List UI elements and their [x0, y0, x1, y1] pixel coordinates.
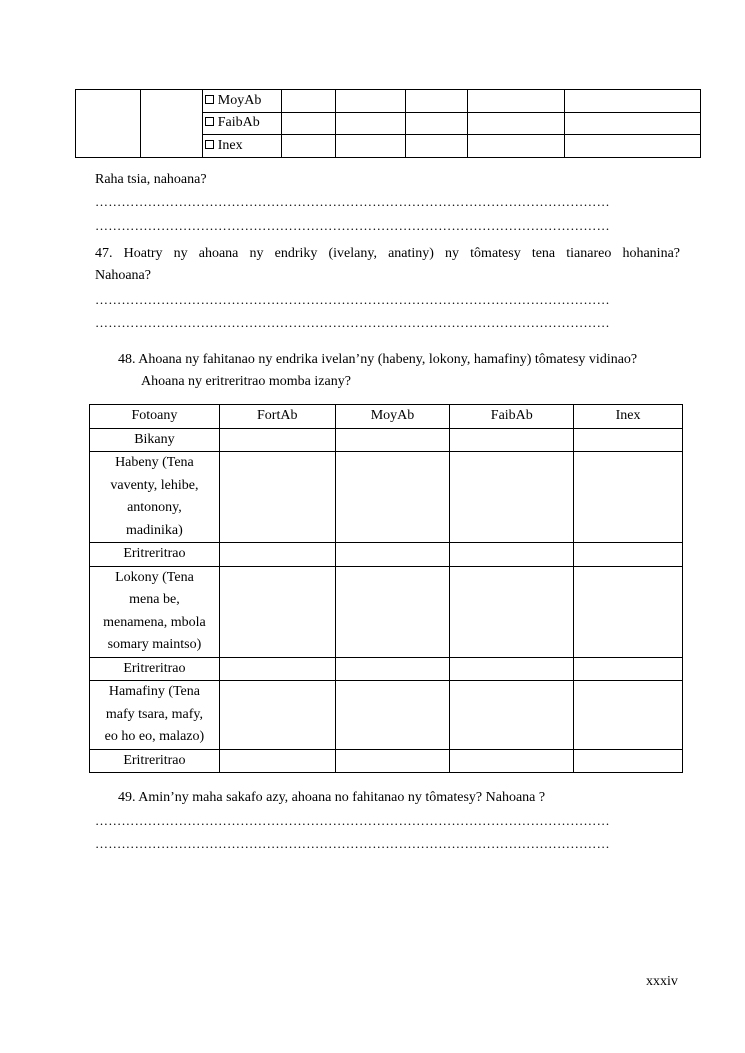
row-label-eritreritrao: Eritreritrao	[90, 657, 220, 681]
answer-line[interactable]: ………………………………………………………………………………………………………	[95, 315, 610, 330]
checkbox-icon[interactable]	[205, 117, 214, 126]
header-moyab: MoyAb	[335, 405, 450, 429]
answer-cell[interactable]	[450, 543, 574, 567]
answer-cell[interactable]	[468, 135, 565, 158]
answer-cell[interactable]	[406, 135, 468, 158]
answer-line[interactable]: ………………………………………………………………………………………………………	[95, 194, 610, 209]
answer-cell[interactable]	[219, 749, 335, 773]
answer-cell[interactable]	[574, 428, 683, 452]
answer-cell[interactable]	[574, 452, 683, 543]
answer-cell[interactable]	[406, 90, 468, 113]
answer-line[interactable]: ………………………………………………………………………………………………………	[95, 836, 610, 851]
row-label-eritreritrao: Eritreritrao	[90, 749, 220, 773]
row-label-bikany: Bikany	[90, 428, 220, 452]
answer-cell[interactable]	[468, 90, 565, 113]
answer-cell[interactable]	[335, 90, 406, 113]
answer-cell[interactable]	[219, 543, 335, 567]
question-47: 47. Hoatry ny ahoana ny endriky (ivelany, anatiny) ny tômatesy tena tianareo hohanina?	[95, 246, 680, 261]
answer-cell[interactable]	[281, 90, 335, 113]
answer-cell[interactable]	[574, 566, 683, 657]
appearance-table	[89, 404, 683, 773]
answer-cell[interactable]	[450, 428, 574, 452]
answer-cell[interactable]	[450, 681, 574, 750]
answer-line[interactable]: ………………………………………………………………………………………………………	[95, 813, 610, 828]
answer-cell[interactable]	[565, 112, 701, 135]
checkbox-icon[interactable]	[205, 140, 214, 149]
answer-cell[interactable]	[281, 135, 335, 158]
answer-cell[interactable]	[335, 749, 450, 773]
answer-cell[interactable]	[468, 112, 565, 135]
answer-cell[interactable]	[574, 681, 683, 750]
question-49: 49. Amin’ny maha sakafo azy, ahoana no fahitanao ny tômatesy? Nahoana ?	[118, 790, 546, 805]
answer-cell[interactable]	[219, 657, 335, 681]
checkbox-option[interactable]: FaibAb	[202, 112, 281, 135]
answer-line[interactable]: ………………………………………………………………………………………………………	[95, 292, 610, 307]
answer-cell[interactable]	[565, 135, 701, 158]
answer-cell[interactable]	[219, 428, 335, 452]
question-47-cont: Nahoana?	[95, 268, 151, 283]
page-number: xxxiv	[646, 974, 678, 989]
row-label-hamafiny: Hamafiny (Tena mafy tsara, mafy, eo ho eo, malazo)	[90, 681, 220, 750]
answer-cell[interactable]	[219, 566, 335, 657]
table-cell	[76, 90, 141, 158]
frequency-table-continued	[75, 89, 701, 158]
checkbox-icon[interactable]	[205, 95, 214, 104]
answer-cell[interactable]	[565, 90, 701, 113]
row-label-lokony: Lokony (Tena mena be, menamena, mbola somary maintso)	[90, 566, 220, 657]
question-48-cont: Ahoana ny eritreritrao momba izany?	[141, 374, 351, 389]
checkbox-option[interactable]: Inex	[202, 135, 281, 158]
answer-cell[interactable]	[335, 135, 406, 158]
header-fotoany: Fotoany	[90, 405, 220, 429]
answer-cell[interactable]	[335, 566, 450, 657]
answer-cell[interactable]	[281, 112, 335, 135]
answer-cell[interactable]	[335, 681, 450, 750]
answer-cell[interactable]	[335, 543, 450, 567]
answer-cell[interactable]	[574, 543, 683, 567]
question-48: 48. Ahoana ny fahitanao ny endrika ivelan’ny (habeny, lokony, hamafiny) tômatesy vidinao?	[118, 352, 638, 367]
answer-cell[interactable]	[335, 657, 450, 681]
answer-cell[interactable]	[450, 749, 574, 773]
answer-cell[interactable]	[574, 657, 683, 681]
answer-line[interactable]: ………………………………………………………………………………………………………	[95, 218, 610, 233]
row-label-eritreritrao: Eritreritrao	[90, 543, 220, 567]
header-faibab: FaibAb	[450, 405, 574, 429]
header-inex: Inex	[574, 405, 683, 429]
answer-cell[interactable]	[450, 657, 574, 681]
answer-cell[interactable]	[335, 428, 450, 452]
checkbox-option[interactable]: MoyAb	[202, 90, 281, 113]
table-cell	[140, 90, 202, 158]
question-raha-tsia: Raha tsia, nahoana?	[95, 172, 207, 187]
row-label-habeny: Habeny (Tena vaventy, lehibe, antonony, madinika)	[90, 452, 220, 543]
answer-cell[interactable]	[219, 681, 335, 750]
answer-cell[interactable]	[450, 566, 574, 657]
answer-cell[interactable]	[450, 452, 574, 543]
answer-cell[interactable]	[574, 749, 683, 773]
answer-cell[interactable]	[219, 452, 335, 543]
answer-cell[interactable]	[406, 112, 468, 135]
answer-cell[interactable]	[335, 112, 406, 135]
answer-cell[interactable]	[335, 452, 450, 543]
header-fortab: FortAb	[219, 405, 335, 429]
